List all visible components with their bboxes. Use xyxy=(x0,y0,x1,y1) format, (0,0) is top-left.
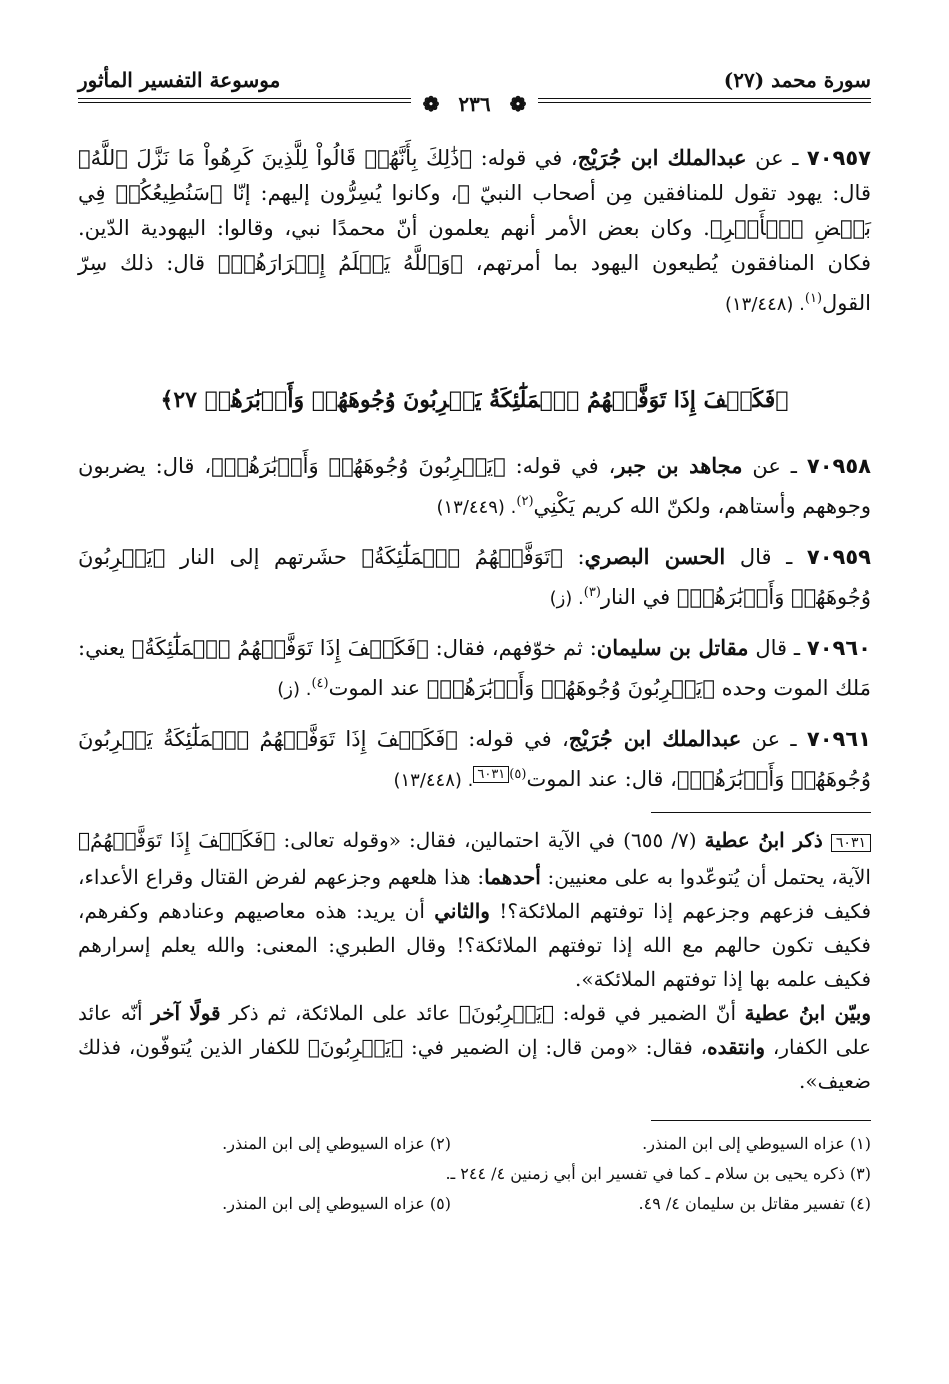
commentary-bold: والثاني xyxy=(434,899,490,923)
page-number-text: ٢٣٦ xyxy=(446,92,502,116)
entry-text: ، في قوله: ﴿فَكَيۡفَ إِذَا تَوَفَّتۡهُمُ ٱلۡمَلَٰٓئِكَةُ يَضۡرِبُونَ وُجُوهَهُمۡ وَأَدۡبَٰرَهُمۡ﴾، قال: عند الموت xyxy=(78,727,871,791)
footnote-row xyxy=(78,1159,871,1189)
entry-70958 xyxy=(78,448,871,525)
footnote-marker: (٤) xyxy=(311,676,329,691)
entry-70961 xyxy=(78,721,871,798)
commentary-bold: أحدهما xyxy=(484,865,541,889)
commentary-paragraph-1 xyxy=(78,823,871,996)
footnote-marker: (٥) xyxy=(509,767,527,782)
commentary-number-box: ٦٠٣١ xyxy=(831,834,871,852)
commentary-text: أنّه عائد على الكفار، xyxy=(78,1001,871,1059)
commentary-text: (٧/ ٦٥٥) في الآية احتمالين، فقال: «وقوله تعالى: ﴿فَكَيۡفَ إِذَا تَوَفَّتۡهُمُ﴾ الآية، يحتمل أن يُتوعّدوا به على معنيين: xyxy=(78,828,871,889)
entry-70957 xyxy=(78,140,871,322)
commentary-text: ، فقال: «ومن قال: إن الضمير في: ﴿يَضۡرِبُونَ﴾ للكفار الذين يُتوفّون، فذلك ضعيف». xyxy=(78,1035,871,1093)
footnote-4: (٤) تفسير مقاتل بن سليمان ٤/ ٤٩. xyxy=(638,1194,871,1213)
entry-number: ٧٠٩٦٠ xyxy=(806,636,871,660)
entry-text: : ﴿تَوَفَّتۡهُمُ ٱلۡمَلَٰٓئِكَةُ﴾ حشَرتهم إلى النار ﴿يَضۡرِبُونَ وُجُوهَهُمۡ وَأَدۡبَٰرَهُمۡ﴾ في النار xyxy=(78,545,871,609)
footnote-marker: (١) xyxy=(804,291,823,306)
entry-text: : ثم خوّفهم، فقال: ﴿فَكَيۡفَ إِذَا تَوَفَّتۡهُمُ ٱلۡمَلَٰٓئِكَةُ﴾ يعني: مَلك الموت وحده ﴿يَضۡرِبُونَ وُجُوهَهُمۡ وَأَدۡبَٰرَهُمۡ﴾ عند الموت xyxy=(78,636,871,700)
entry-reference: . (ز) xyxy=(277,679,312,700)
commentary-text: أنّ الضمير في قوله: ﴿يَضۡرِبُونَ﴾ عائد على الملائكة، ثم ذكر xyxy=(220,1001,745,1025)
entry-intro: ـ عن xyxy=(742,454,797,478)
commentary-bold: قولًا آخر xyxy=(151,1001,221,1025)
entry-number: ٧٠٩٥٧ xyxy=(806,146,871,170)
footnote-marker: (٢) xyxy=(516,494,534,509)
entry-intro: ـ عن xyxy=(741,727,797,751)
commentary-text: : هذا هلعهم وجزعهم لفرض القتال وقراع الأعداء، فكيف فزعهم وجزعهم إذا توفتهم الملائكة؟! xyxy=(78,865,871,923)
narrator-name: مجاهد بن جبر xyxy=(615,453,743,478)
narrator-name: مقاتل بن سليمان xyxy=(596,635,749,660)
page-number: ❁ ٢٣٦ ❁ xyxy=(78,92,871,116)
entry-70960 xyxy=(78,630,871,707)
footnote-marker: (٣) xyxy=(583,585,601,600)
entry-reference: . (١٣/٤٤٩) xyxy=(436,497,517,518)
entry-number: ٧٠٩٥٩ xyxy=(806,545,871,569)
commentary-bold: وانتقده xyxy=(707,1035,766,1059)
page-header xyxy=(78,60,871,116)
entry-text: ، في قوله: ﴿ذَٰلِكَ بِأَنَّهُمۡ قَالُواْ لِلَّذِينَ كَرِهُواْ مَا نَزَّلَ ٱللَّهُ﴾ قال: يهود تقول للمنافقين مِن أصحاب النبيّ ﷺ، وكانوا يُسِرُّون إليهم: إنّا ﴿سَنُطِيعُكُمۡ فِي بَعۡضِ ٱلۡأَمۡرِ﴾. وكان بعض الأمر أنهم يعلمون أنّ محمدًا نبي، وقالوا: اليهودية الدّين. فكان المنافقون يُطيعون اليهود بما أمرتهم، ﴿وَٱللَّهُ يَعۡلَمُ إِسۡرَارَهُمۡ﴾ قال: ذلك سِرّ القول xyxy=(78,146,871,315)
footnote-row xyxy=(78,1189,871,1219)
entry-intro: ـ عن xyxy=(746,146,799,170)
footnote-5: (٥) عزاه السيوطي إلى ابن المنذر. xyxy=(222,1194,451,1213)
entry-reference: . (ز) xyxy=(549,588,584,609)
commentary-paragraph-2 xyxy=(78,996,871,1098)
footnote-1: (١) عزاه السيوطي إلى ابن المنذر. xyxy=(642,1134,871,1153)
narrator-name: الحسن البصري xyxy=(584,544,726,569)
commentary-link-box[interactable]: ٦٠٣١ xyxy=(473,766,509,783)
entry-intro: ـ قال xyxy=(748,636,801,660)
commentary-lead: ذكر ابنُ عطية xyxy=(704,828,823,852)
entry-text: ، في قوله: ﴿يَضۡرِبُونَ وُجُوهَهُمۡ وَأَدۡبَٰرَهُمۡ﴾، قال: يضربون وجوههم وأستاهم، ولكنّ الله كريم يَكْنِي xyxy=(78,454,871,518)
entry-number: ٧٠٩٦١ xyxy=(806,727,871,751)
entry-number: ٧٠٩٥٨ xyxy=(806,454,871,478)
entry-reference: . (١٣/٤٤٨) xyxy=(393,770,474,791)
commentary-block xyxy=(78,823,871,1098)
entry-70959 xyxy=(78,539,871,616)
narrator-name: عبدالملك ابن جُرَيْج xyxy=(568,726,742,751)
footnote-2: (٢) عزاه السيوطي إلى ابن المنذر. xyxy=(222,1134,451,1153)
verse-heading: ﴿فَكَيۡفَ إِذَا تَوَفَّتۡهُمُ ٱلۡمَلَٰٓئِكَةُ يَضۡرِبُونَ وُجُوهَهُمۡ وَأَدۡبَٰرَهُمۡ ٢٧﴾ xyxy=(160,387,789,413)
footnote-row xyxy=(78,1129,871,1159)
commentary-text: أن يريد: هذه معاصيهم وعنادهم وكفرهم، فكيف تكون حالهم مع الله إذا توفتهم الملائكة؟! وقال الطبري: المعنى: والله يعلم إسرارهم فكيف علمه بها إذا توفتهم الملائكة». xyxy=(78,899,871,991)
footnotes xyxy=(78,1129,871,1219)
commentary-separator xyxy=(651,812,871,813)
book-title: موسوعة التفسير المأثور xyxy=(78,68,281,92)
surah-title: سورة محمد (٢٧) xyxy=(723,68,871,92)
footnote-separator xyxy=(651,1120,871,1121)
page-body xyxy=(78,140,871,1219)
entry-reference: . (١٣/٤٤٨) xyxy=(724,294,805,315)
entry-intro: ـ قال xyxy=(725,545,793,569)
narrator-name: عبدالملك ابن جُرَيْج xyxy=(577,145,747,170)
footnote-3: (٣) ذكره يحيى بن سلام ـ كما في تفسير ابن أبي زمنين ٤/ ٢٤٤ ـ. xyxy=(445,1164,871,1183)
commentary-bold: وبيّن ابنُ عطية xyxy=(744,1001,871,1025)
